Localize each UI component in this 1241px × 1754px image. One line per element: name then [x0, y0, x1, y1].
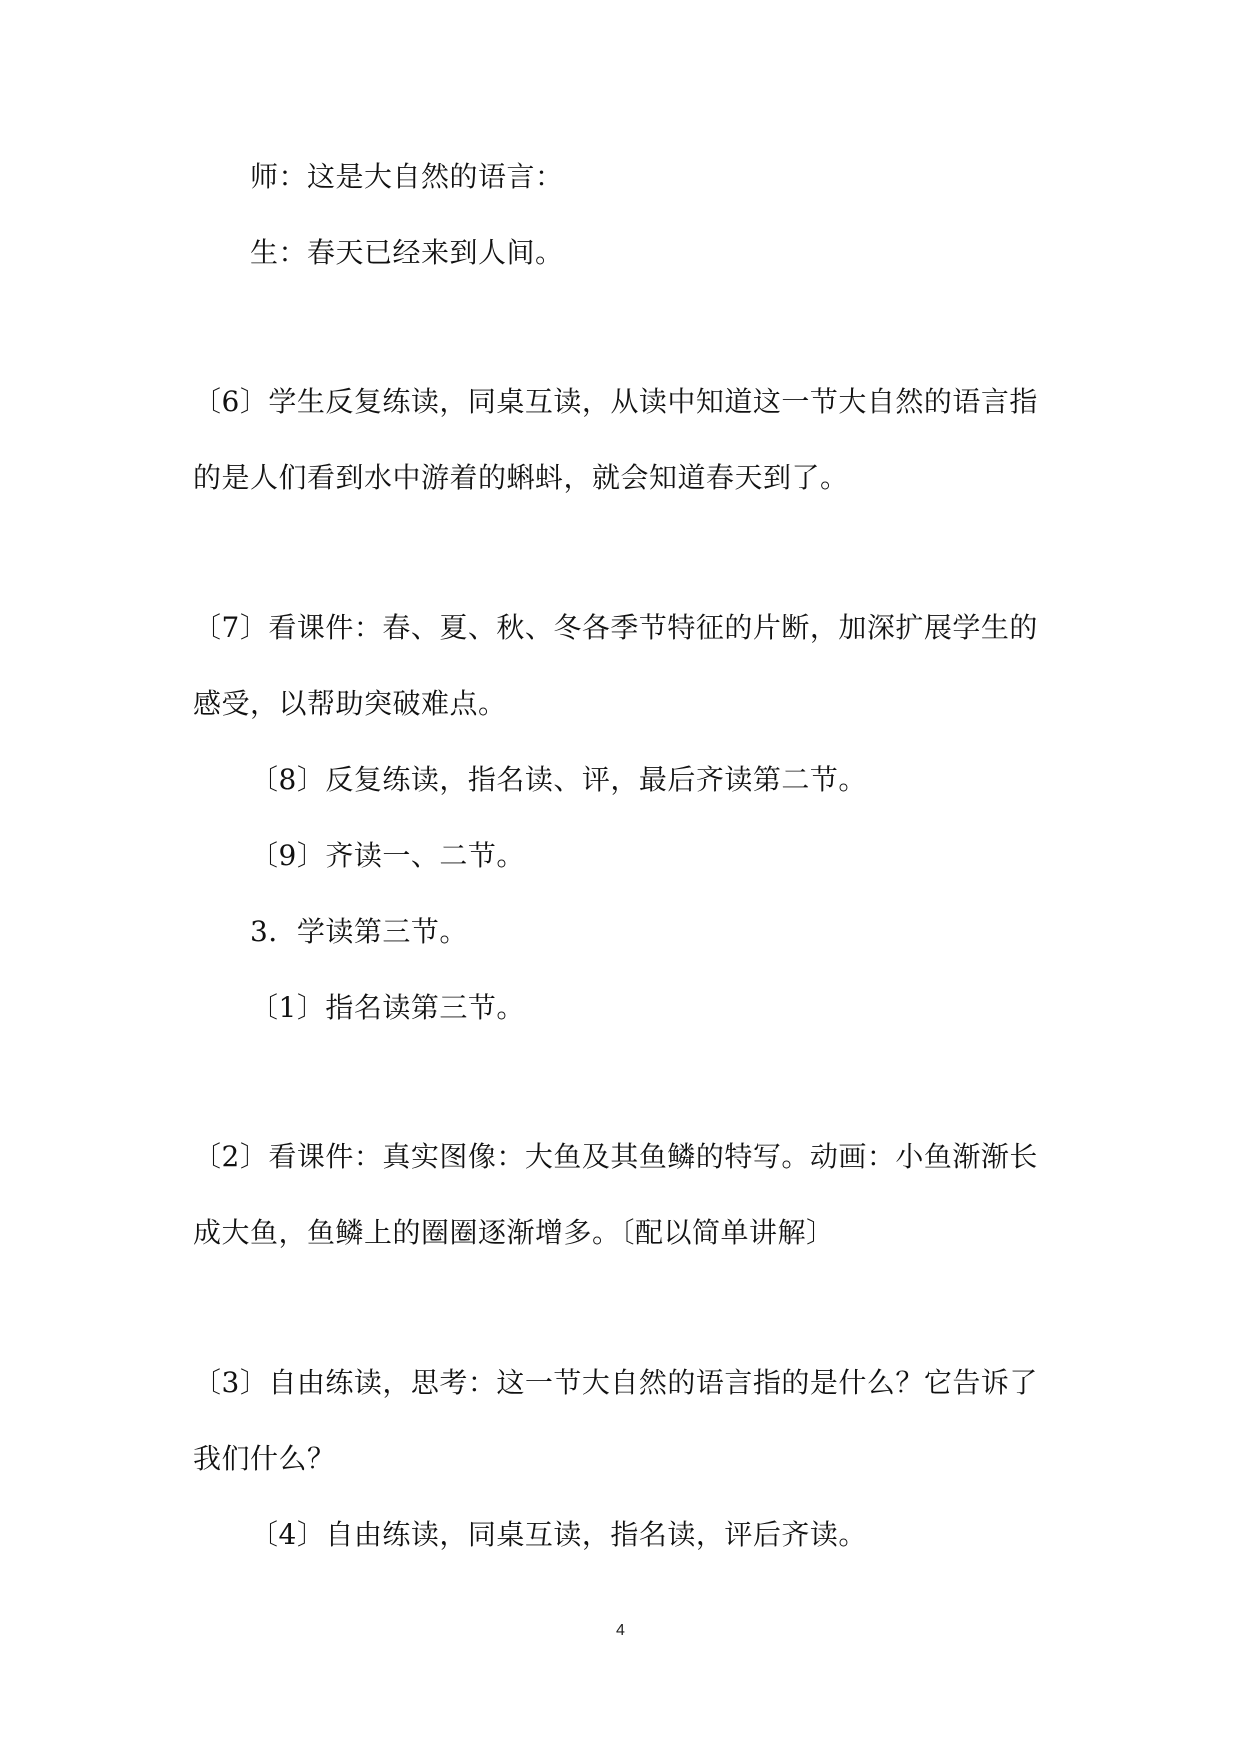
- step-7-line-2: 感受，以帮助突破难点。: [193, 687, 507, 720]
- dialogue-student: 生：春天已经来到人间。: [250, 236, 564, 269]
- section-3-step-3-line-2: 我们什么？: [193, 1442, 336, 1475]
- step-8: 〔8〕反复练读，指名读、评，最后齐读第二节。: [250, 763, 867, 796]
- step-7-line-1: 〔7〕看课件：春、夏、秋、冬各季节特征的片断，加深扩展学生的: [193, 611, 1038, 644]
- section-3-step-2-line-2: 成大鱼，鱼鳞上的圈圈逐渐增多。〔配以简单讲解〕: [193, 1216, 835, 1249]
- section-3-step-3-line-1: 〔3〕自由练读，思考：这一节大自然的语言指的是什么？它告诉了: [193, 1366, 1038, 1399]
- section-3-step-4: 〔4〕自由练读，同桌互读，指名读，评后齐读。: [250, 1518, 867, 1551]
- section-3-step-2-line-1: 〔2〕看课件：真实图像：大鱼及其鱼鳞的特写。动画：小鱼渐渐长: [193, 1140, 1038, 1173]
- section-3-heading: 3．学读第三节。: [250, 915, 468, 948]
- step-6-line-2: 的是人们看到水中游着的蝌蚪，就会知道春天到了。: [193, 461, 849, 494]
- page-number: 4: [616, 1622, 625, 1639]
- dialogue-teacher: 师：这是大自然的语言：: [250, 160, 564, 193]
- step-9: 〔9〕齐读一、二节。: [250, 839, 525, 872]
- step-6-line-1: 〔6〕学生反复练读，同桌互读，从读中知道这一节大自然的语言指: [193, 385, 1038, 418]
- section-3-step-1: 〔1〕指名读第三节。: [250, 991, 525, 1024]
